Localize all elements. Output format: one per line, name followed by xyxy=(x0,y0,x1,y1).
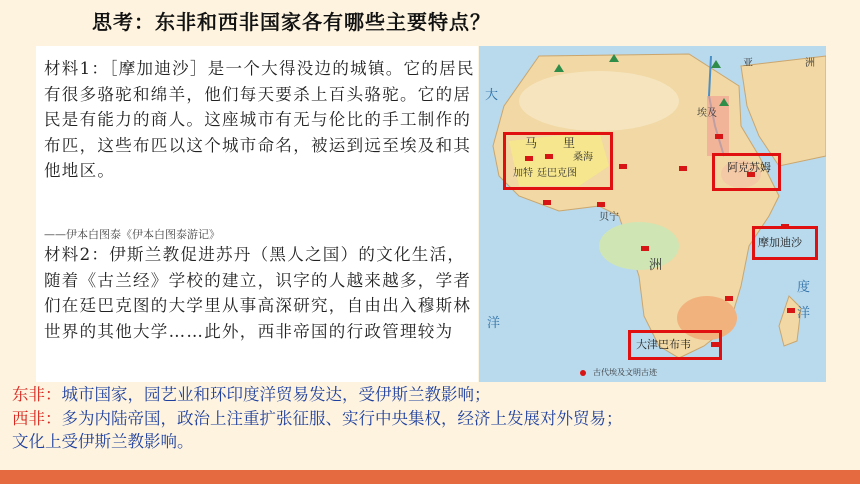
africa-map xyxy=(479,46,826,382)
answer-east xyxy=(12,383,852,407)
zimbabwe-label: 大津巴布韦 xyxy=(636,338,691,351)
map-label-da: 大 xyxy=(485,88,499,103)
material-1-source: ——伊本白图泰《伊本白图泰游记》 xyxy=(44,228,220,241)
map-label-gao: 加特 xyxy=(513,168,533,179)
legend-text: 古代埃及文明古迹 xyxy=(593,368,657,377)
answer-west xyxy=(12,407,852,431)
legend-dot xyxy=(580,370,586,376)
map-label-timbuktu: 廷巴克图 xyxy=(537,168,577,179)
site-marker xyxy=(715,134,723,139)
map-label-asia: 亚 xyxy=(743,58,753,69)
east-text: 城市国家，园艺业和环印度洋贸易发达，受伊斯兰教影响； xyxy=(61,385,491,404)
sahara-region xyxy=(519,71,679,131)
site-marker xyxy=(543,200,551,205)
map-legend xyxy=(593,367,657,378)
west-key: 西非： xyxy=(12,408,62,428)
answers xyxy=(12,383,852,454)
highlight-west-africa xyxy=(503,132,613,190)
site-marker xyxy=(679,166,687,171)
site-marker xyxy=(725,296,733,301)
map-label-yang: 洋 xyxy=(797,306,811,321)
page-title: 思考：东非和西非国家各有哪些主要特点？ xyxy=(92,10,491,34)
answer-west-2: 文化上受伊斯兰教影响。 xyxy=(12,432,194,451)
site-marker xyxy=(641,246,649,251)
axum-label: 阿克苏姆 xyxy=(727,161,771,174)
material-1: 材料1：［摩加迪沙］是一个大得没边的城镇。它的居民有很多骆驼和绵羊，他们每天要杀上百头骆驼。它的居民是有能力的商人。这座城市有无与伦比的手工制作的布匹，这些布匹以这个城市命名，被运到远至埃及和其他地区。 xyxy=(44,59,475,180)
site-marker xyxy=(597,202,605,207)
map-label-mali-2: 里 xyxy=(563,136,576,150)
map-label-yang-west: 洋 xyxy=(487,316,501,331)
east-key: 东非： xyxy=(12,385,62,404)
materials-panel xyxy=(36,46,478,382)
footer-bar xyxy=(0,470,860,484)
site-triangle xyxy=(711,60,721,68)
site-marker xyxy=(787,308,795,313)
central-africa-region xyxy=(599,222,679,270)
west-text: 多为内陆帝国，政治上注重扩张征服、实行中央集权，经济上发展对外贸易； xyxy=(61,408,623,428)
material-2: 材料2：伊斯兰教促进苏丹（黑人之国）的文化生活，随着《古兰经》学校的建立，识字的人越来越多，学者们在廷巴克图的大学里从事高深研究，自由出入穆斯林世界的其他大学……此外，西非帝国的行政管理较为 xyxy=(44,245,472,341)
map-label-egypt: 埃及 xyxy=(697,108,717,119)
map-label-songhai: 桑海 xyxy=(573,152,593,163)
site-marker xyxy=(619,164,627,169)
mogadishu-label: 摩加迪沙 xyxy=(758,236,802,249)
map-label-du: 度 xyxy=(797,280,811,295)
map-label-benin: 贝宁 xyxy=(599,212,619,223)
map-label-mali: 马 xyxy=(525,136,538,150)
map-label-asia-2: 洲 xyxy=(805,58,815,69)
map-label-zhou: 洲 xyxy=(649,258,663,273)
